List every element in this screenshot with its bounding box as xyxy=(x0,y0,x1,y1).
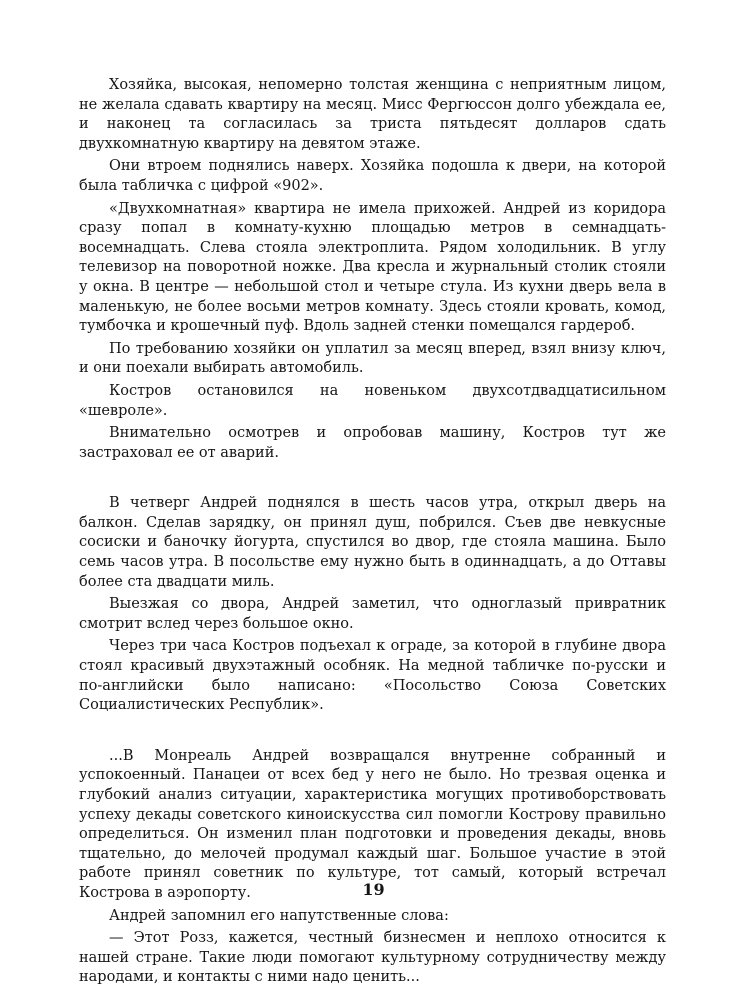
section-break xyxy=(79,719,666,747)
paragraph: ...В Монреаль Андрей возвращался внутренне собранный и успокоенный. Панацеи от всех бед у него не было. Но трезвая оценка и глубокий анализ ситуации, характеристика могущих противоборствовать успеху декады советского киноискусства сил помогли Кострову правильно определиться. Он изменил план подготовки и проведения декады, вновь тщательно, до мелочей продумал каждый шаг. Большое участие в этой работе принял советник по культуре, тот самый, который встречал Кострова в аэропорту. xyxy=(79,747,666,901)
paragraph: Внимательно осмотрев и опробовав машину, Костров тут же застраховал ее от аварий. xyxy=(79,425,666,461)
page-number: 19 xyxy=(362,880,385,899)
paragraph: Андрей запомнил его напутственные слова: xyxy=(109,907,449,924)
paragraph: Они втроем поднялись наверх. Хозяйка подошла к двери, на которой была табличка с цифрой «902». xyxy=(79,158,666,194)
paragraph: Через три часа Костров подъехал к ограде, за которой в глубине двора стоял красивый двухэтажный особняк. На медной табличке по-русски и по-английски было написано: «Посольство Союза Советских Социалистических Республик». xyxy=(79,638,666,714)
paragraph: В четверг Андрей поднялся в шесть часов утра, открыл дверь на балкон. Сделав зарядку, он принял душ, побрился. Съев две невкусные сосиски и баночку йогурта, спустился во двор, где стояла машина. Было семь часов утра. В посольстве ему нужно быть в одиннадцать, а до Оттавы более ста двадцати миль. xyxy=(79,495,666,590)
paragraph: «Двухкомнатная» квартира не имела прихожей. Андрей из коридора сразу попал в комнату-кухню площадью метров в семнадцать-восемнадцать. Слева стояла электроплита. Рядом холодильник. В углу телевизор на поворотной ножке. Два кресла и журнальный столик стояли у окна. В центре — небольшой стол и четыре стула. Из кухни дверь вела в маленькую, не более восьми метров комнату. Здесь стояли кровать, комод, тумбочка и крошечный пуф. Вдоль задней стенки помещался гардероб. xyxy=(79,200,666,335)
text-block xyxy=(79,76,666,991)
paragraph: По требованию хозяйки он уплатил за месяц вперед, взял внизу ключ, и они поехали выбирать автомобиль. xyxy=(79,340,666,377)
paragraph: Выезжая со двора, Андрей заметил, что одноглазый привратник смотрит вслед через большое окно. xyxy=(79,596,666,632)
paragraph: — Этот Розз, кажется, честный бизнесмен и неплохо относится к нашей стране. Такие люди помогают культурному сотрудничеству между народами, и контакты с ними надо ценить... xyxy=(79,930,666,986)
paragraph: Костров остановился на новеньком двухсотдвадцатисильном «шевроле». xyxy=(79,382,666,419)
section-break xyxy=(79,466,666,494)
paragraph: Хозяйка, высокая, непомерно толстая женщина с неприятным лицом, не желала сдавать квартиру на месяц. Мисс Фергюссон долго убеждала ее, и наконец та согласилась за триста пятьдесят долларов сдать двухкомнатную квартиру на девятом этаже. xyxy=(79,77,666,152)
